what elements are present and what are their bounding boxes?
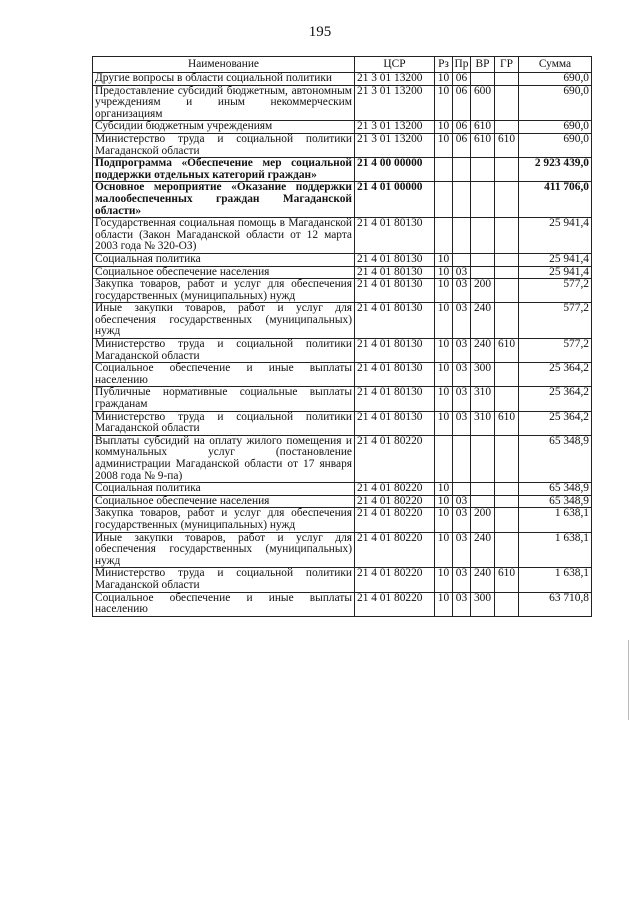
cell-name: Социальное обеспечение населения [93,266,355,279]
cell-gr [495,483,519,496]
cell-rz: 10 [435,279,453,303]
table-row [93,568,592,592]
cell-sum: 577,2 [519,279,592,303]
cell-pr: 06 [453,85,471,121]
cell-pr: 03 [453,508,471,532]
cell-sum: 65 348,9 [519,495,592,508]
cell-pr: 03 [453,495,471,508]
cell-gr [495,121,519,134]
table-row [93,279,592,303]
cell-vr: 610 [471,121,495,134]
cell-name: Публичные нормативные социальные выплаты гражданам [93,387,355,411]
cell-vr: 240 [471,532,495,568]
cell-gr: 610 [495,339,519,363]
cell-gr [495,266,519,279]
cell-csr: 21 4 01 80220 [355,495,435,508]
cell-gr [495,532,519,568]
cell-gr: 610 [495,411,519,435]
cell-sum: 577,2 [519,339,592,363]
cell-pr: 06 [453,121,471,134]
cell-vr: 310 [471,387,495,411]
cell-pr [453,182,471,218]
cell-csr: 21 4 01 80220 [355,568,435,592]
cell-csr: 21 4 01 80220 [355,483,435,496]
table-header-row [93,57,592,73]
cell-sum: 690,0 [519,133,592,157]
cell-sum: 25 364,2 [519,363,592,387]
cell-csr: 21 3 01 13200 [355,133,435,157]
cell-gr: 610 [495,133,519,157]
cell-gr [495,85,519,121]
cell-name: Предоставление субсидий бюджетным, автономным учреждениям и иным некоммерческим организациям [93,85,355,121]
cell-sum: 2 923 439,0 [519,158,592,182]
cell-sum: 25 941,4 [519,253,592,266]
table-row [93,339,592,363]
cell-csr: 21 3 01 13200 [355,85,435,121]
cell-vr [471,73,495,86]
cell-name: Закупка товаров, работ и услуг для обеспечения государственных (муниципальных) нужд [93,279,355,303]
page-number: 195 [308,24,332,40]
cell-csr: 21 4 01 80220 [355,508,435,532]
cell-sum: 25 364,2 [519,387,592,411]
cell-vr: 240 [471,568,495,592]
table-row [93,592,592,616]
cell-pr [453,483,471,496]
cell-name: Социальное обеспечение населения [93,495,355,508]
table-row [93,73,592,86]
cell-csr: 21 4 01 80220 [355,435,435,482]
cell-name: Подпрограмма «Обеспечение мер социальной поддержки отдельных категорий граждан» [93,158,355,182]
cell-csr: 21 4 01 80130 [355,363,435,387]
cell-csr: 21 4 01 80130 [355,253,435,266]
cell-name: Выплаты субсидий на оплату жилого помещения и коммунальных услуг (постановление администрации Магаданской области от 17 января 2008 года № 9-па) [93,435,355,482]
cell-pr: 03 [453,568,471,592]
cell-sum: 63 710,8 [519,592,592,616]
table-body [93,73,592,617]
cell-vr: 300 [471,592,495,616]
cell-rz: 10 [435,568,453,592]
cell-vr [471,218,495,254]
cell-gr [495,73,519,86]
cell-sum: 1 638,1 [519,508,592,532]
cell-gr [495,279,519,303]
cell-pr: 03 [453,279,471,303]
cell-name: Государственная социальная помощь в Магаданской области (Закон Магаданской области от 12 марта 2003 года № 320-ОЗ) [93,218,355,254]
table-row [93,218,592,254]
cell-sum: 25 364,2 [519,411,592,435]
cell-pr: 03 [453,532,471,568]
cell-gr: 610 [495,568,519,592]
cell-vr: 240 [471,303,495,339]
cell-sum: 690,0 [519,73,592,86]
cell-vr: 300 [471,363,495,387]
cell-name: Субсидии бюджетным учреждениям [93,121,355,134]
cell-csr: 21 4 01 80130 [355,339,435,363]
cell-pr: 03 [453,592,471,616]
cell-name: Министерство труда и социальной политики Магаданской области [93,411,355,435]
cell-vr [471,483,495,496]
cell-csr: 21 4 01 80130 [355,218,435,254]
cell-csr: 21 4 01 80130 [355,279,435,303]
cell-rz: 10 [435,508,453,532]
header-name: Наименование [93,57,355,73]
cell-vr: 200 [471,508,495,532]
cell-gr [495,303,519,339]
cell-csr: 21 3 01 13200 [355,73,435,86]
table-row [93,121,592,134]
cell-sum: 65 348,9 [519,435,592,482]
table-row [93,266,592,279]
cell-rz: 10 [435,483,453,496]
cell-pr: 03 [453,303,471,339]
cell-sum: 690,0 [519,121,592,134]
cell-sum: 65 348,9 [519,483,592,496]
table-row [93,253,592,266]
cell-gr [495,363,519,387]
cell-csr: 21 4 01 80130 [355,411,435,435]
cell-pr: 03 [453,339,471,363]
cell-vr: 600 [471,85,495,121]
cell-name: Закупка товаров, работ и услуг для обеспечения государственных (муниципальных) нужд [93,508,355,532]
cell-pr: 06 [453,73,471,86]
cell-vr: 310 [471,411,495,435]
cell-name: Социальное обеспечение и иные выплаты населению [93,363,355,387]
table-row [93,495,592,508]
cell-sum: 690,0 [519,85,592,121]
budget-table [92,56,592,617]
cell-name: Социальная политика [93,253,355,266]
cell-pr: 03 [453,411,471,435]
cell-pr: 03 [453,387,471,411]
cell-csr: 21 3 01 13200 [355,121,435,134]
table-row [93,483,592,496]
cell-vr: 200 [471,279,495,303]
cell-rz: 10 [435,387,453,411]
table-row [93,435,592,482]
table-row [93,411,592,435]
cell-rz: 10 [435,532,453,568]
cell-name: Иные закупки товаров, работ и услуг для обеспечения государственных (муниципальных) нужд [93,303,355,339]
table-row [93,182,592,218]
cell-rz: 10 [435,121,453,134]
cell-rz: 10 [435,303,453,339]
cell-sum: 25 941,4 [519,218,592,254]
cell-gr [495,435,519,482]
table-row [93,303,592,339]
cell-pr [453,158,471,182]
cell-vr [471,182,495,218]
cell-vr [471,158,495,182]
header-gr: ГР [495,57,519,73]
cell-gr [495,508,519,532]
cell-gr [495,182,519,218]
header-sum: Сумма [519,57,592,73]
cell-rz: 10 [435,73,453,86]
cell-rz: 10 [435,266,453,279]
cell-sum: 25 941,4 [519,266,592,279]
cell-csr: 21 4 01 80220 [355,592,435,616]
cell-sum: 411 706,0 [519,182,592,218]
cell-csr: 21 4 01 80220 [355,532,435,568]
cell-gr [495,387,519,411]
cell-vr: 610 [471,133,495,157]
cell-pr: 03 [453,266,471,279]
cell-name: Министерство труда и социальной политики Магаданской области [93,568,355,592]
table-row [93,508,592,532]
cell-rz: 10 [435,411,453,435]
cell-rz: 10 [435,133,453,157]
cell-pr: 03 [453,363,471,387]
cell-pr [453,218,471,254]
cell-vr [471,266,495,279]
cell-gr [495,592,519,616]
cell-pr: 06 [453,133,471,157]
cell-vr [471,435,495,482]
cell-vr [471,495,495,508]
cell-rz [435,158,453,182]
cell-rz [435,218,453,254]
table-row [93,133,592,157]
header-rz: Рз [435,57,453,73]
table-row [93,158,592,182]
header-vr: ВР [471,57,495,73]
cell-name: Социальное обеспечение и иные выплаты населению [93,592,355,616]
cell-csr: 21 4 00 00000 [355,158,435,182]
table-row [93,363,592,387]
cell-gr [495,253,519,266]
table-row [93,387,592,411]
cell-rz: 10 [435,339,453,363]
cell-csr: 21 4 01 00000 [355,182,435,218]
cell-rz [435,182,453,218]
scan-edge-mark [628,640,629,720]
cell-sum: 1 638,1 [519,532,592,568]
cell-gr [495,218,519,254]
cell-sum: 1 638,1 [519,568,592,592]
cell-rz: 10 [435,592,453,616]
cell-gr [495,495,519,508]
cell-name: Другие вопросы в области социальной политики [93,73,355,86]
cell-vr [471,253,495,266]
cell-pr [453,253,471,266]
cell-name: Иные закупки товаров, работ и услуг для обеспечения государственных (муниципальных) нужд [93,532,355,568]
cell-vr: 240 [471,339,495,363]
cell-rz [435,435,453,482]
cell-sum: 577,2 [519,303,592,339]
header-csr: ЦСР [355,57,435,73]
cell-name: Основное мероприятие «Оказание поддержки малообеспеченных граждан Магаданской области» [93,182,355,218]
header-pr: Пр [453,57,471,73]
table-row [93,85,592,121]
cell-gr [495,158,519,182]
cell-rz: 10 [435,253,453,266]
cell-rz: 10 [435,85,453,121]
cell-csr: 21 4 01 80130 [355,387,435,411]
cell-csr: 21 4 01 80130 [355,266,435,279]
cell-name: Министерство труда и социальной политики Магаданской области [93,339,355,363]
cell-csr: 21 4 01 80130 [355,303,435,339]
cell-name: Министерство труда и социальной политики Магаданской области [93,133,355,157]
cell-pr [453,435,471,482]
cell-rz: 10 [435,495,453,508]
table-row [93,532,592,568]
cell-rz: 10 [435,363,453,387]
cell-name: Социальная политика [93,483,355,496]
